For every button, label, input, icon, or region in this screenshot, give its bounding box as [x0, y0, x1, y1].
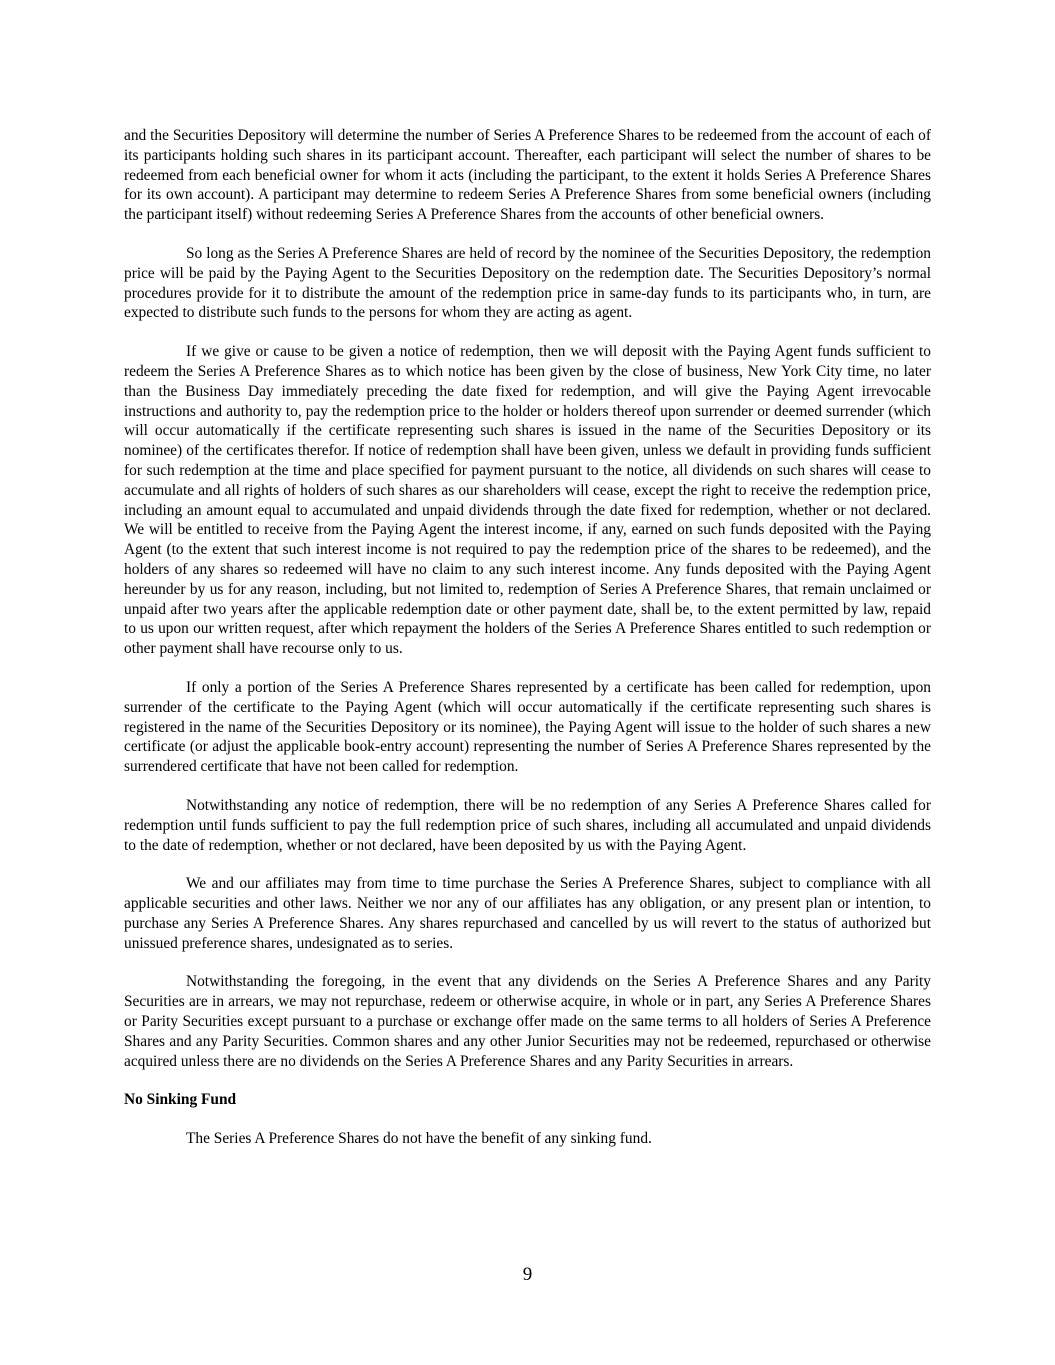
paragraph-partial-redemption: If only a portion of the Series A Preference Shares represented by a certificate has been called for redemption, upon surrender of the certificate to the Paying Agent (which will occur automatically if the certificate representing such shares is registered in the name of the Securities Depository or its nominee), the Paying Agent will issue to the holder of such shares a new certificate (or adjust the applicable book-entry account) representing the number of Series A Preference Shares represented by the surrendered certificate that have not been called for redemption.	[124, 678, 931, 776]
section-heading-no-sinking-fund: No Sinking Fund	[124, 1091, 237, 1109]
paragraph-affiliate-purchases: We and our affiliates may from time to time purchase the Series A Preference Shares, subject to compliance with all applicable securities and other laws. Neither we nor any of our affiliates has any obligation, or any present plan or intention, to purchase any Series A Preference Shares. Any shares repurchased and cancelled by us will revert to the status of authorized but unissued preference shares, undesignated as to series.	[124, 875, 931, 952]
paragraph-no-sinking-fund: The Series A Preference Shares do not have the benefit of any sinking fund.	[186, 1130, 652, 1148]
paragraph-funds-deposited: Notwithstanding any notice of redemption, there will be no redemption of any Series A Preference Shares called for redemption until funds sufficient to pay the full redemption price of such shares, including all accumulated and unpaid dividends to the date of redemption, whether or not declared, have been deposited by us with the Paying Agent.	[124, 796, 931, 854]
document-body	[124, 126, 931, 1168]
page-number: 9	[522, 1264, 533, 1285]
paragraph-arrears-restrictions: Notwithstanding the foregoing, in the event that any dividends on the Series A Preference Shares and any Parity Securities are in arrears, we may not repurchase, redeem or otherwise acquire, in whole or in part, any Series A Preference Shares or Parity Securities except pursuant to a purchase or exchange offer made on the same terms to all holders of Series A Preference Shares and any Parity Securities. Common shares and any other Junior Securities may not be redeemed, repurchased or otherwise acquired unless there are no dividends on the Series A Preference Shares and any Parity Securities in arrears.	[124, 973, 931, 1070]
paragraph-notice-of-redemption: If we give or cause to be given a notice of redemption, then we will deposit with the Paying Agent funds sufficient to redeem the Series A Preference Shares as to which notice has been given by the close of business, New York City time, no later than the Business Day immediately preceding the date fixed for redemption, and will give the Paying Agent irrevocable instructions and authority to, pay the redemption price to the holder or holders thereof upon surrender or deemed surrender (which will occur automatically if the certificate representing such shares is issued in the name of the Securities Depository or its nominee) of the certificates therefor. If notice of redemption shall have been given, unless we default in providing funds sufficient for such redemption at the time and place specified for payment pursuant to the notice, all dividends on such shares will cease to accumulate and all rights of holders of such shares as our shareholders will cease, except the right to receive the redemption price, including an amount equal to accumulated and unpaid dividends through the date fixed for redemption, whether or not declared. We will be entitled to receive from the Paying Agent the interest income, if any, earned on such funds deposited with the Paying Agent (to the extent that such interest income is not required to pay the redemption price of the shares to be redeemed), and the holders of any shares so redeemed will have no claim to any such interest income. Any funds deposited with the Paying Agent hereunder by us for any reason, including, but not limited to, redemption of Series A Preference Shares, that remain unclaimed or unpaid after two years after the applicable redemption date or other payment date, shall be, to the extent permitted by law, repaid to us upon our written request, after which repayment the holders of the Series A Preference Shares entitled to such redemption or other payment shall have recourse only to us.	[124, 343, 931, 658]
paragraph-redemption-selection: and the Securities Depository will determine the number of Series A Preference Shares to be redeemed from the account of each of its participants holding such shares in its participant account. Thereafter, each participant will select the number of shares to be redeemed from each beneficial owner for whom it acts (including the participant, to the extent it holds Series A Preference Shares for its own account). A participant may determine to redeem Series A Preference Shares from some beneficial owners (including the participant itself) without redeeming Series A Preference Shares from the accounts of other beneficial owners.	[124, 127, 931, 224]
paragraph-redemption-payment: So long as the Series A Preference Shares are held of record by the nominee of the Securities Depository, the redemption price will be paid by the Paying Agent to the Securities Depository on the redemption date. The Securities Depository’s normal procedures provide for it to distribute the amount of the redemption price in same-day funds to its participants who, in turn, are expected to distribute such funds to the persons for whom they are acting as agent.	[124, 244, 931, 322]
